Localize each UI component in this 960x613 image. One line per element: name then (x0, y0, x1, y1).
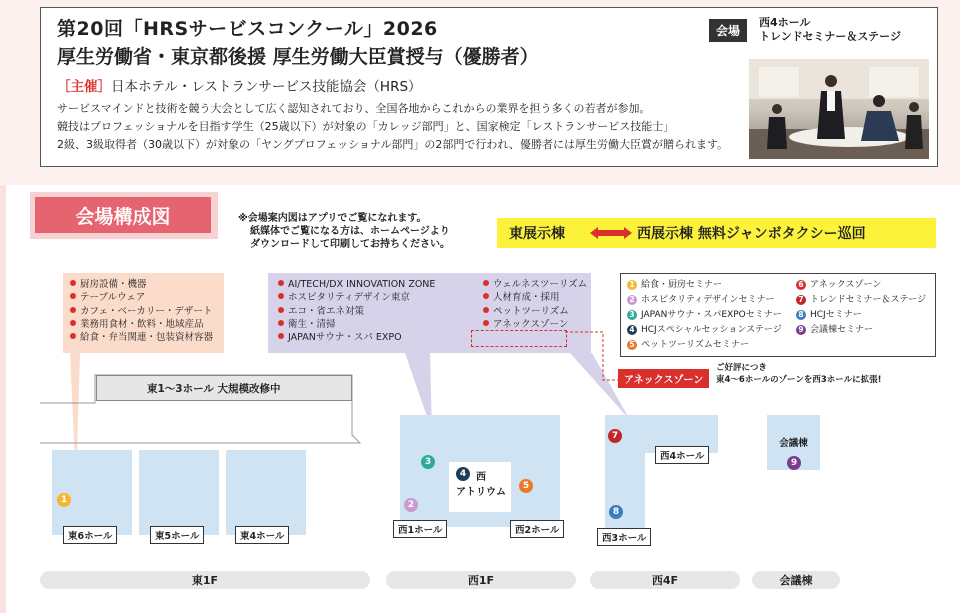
map-title: 会場構成図 (35, 197, 211, 233)
east-6-label: 東6ホール (63, 526, 117, 544)
category-label: ウェルネスツーリズム (493, 279, 588, 290)
venue-text (759, 16, 901, 44)
legend-number-badge: 8 (796, 310, 806, 320)
legend-label: アネックスゾーン (810, 280, 882, 290)
legend-number-badge: 7 (796, 295, 806, 305)
marker-7[interactable]: 7 (608, 429, 622, 443)
legend-number-badge: 5 (627, 340, 637, 350)
note-line: ダウンロードして印刷してお持ちください。 (250, 239, 450, 250)
legend-number-badge: 6 (796, 280, 806, 290)
legend-label: HCJスペシャルセッションステージ (641, 325, 782, 335)
desc-line: 2級、3級取得者（30歳以下）が対象の「ヤングプロフェッショナル部門」の2部門で行われ、優勝者には厚生労働大臣賞が贈られます。 (57, 138, 729, 151)
competition-photo (749, 59, 929, 159)
category-label: 給食・弁当関連・包装資材容器 (80, 332, 214, 344)
marker-3[interactable]: 3 (421, 455, 435, 469)
venue-line: 西4ホール (759, 16, 811, 29)
west-2-label: 西2ホール (510, 520, 564, 538)
category-label: エコ・省エネ対策 (288, 305, 365, 317)
legend-label: HCJセミナー (810, 310, 862, 320)
annex-note-line: ご好評につき (716, 363, 767, 373)
event-subtitle: 厚生労働省・東京都後援 厚生労働大臣賞授与（優勝者） (57, 46, 539, 68)
floor-conference: 会議棟 (752, 571, 840, 589)
atrium-label-2: アトリウム (456, 487, 506, 498)
category-label: JAPANサウナ・スパ EXPO (288, 332, 402, 344)
marker-9[interactable]: 9 (787, 456, 801, 470)
renovation-label: 東1～3ホール 大規模改修中 (147, 383, 281, 395)
east-4-label: 東4ホール (235, 526, 289, 544)
annex-note-line: 東4～6ホールのゾーンを西3ホールに拡張! (716, 375, 882, 385)
floor-east-1f: 東1F (40, 571, 370, 589)
legend-number-badge: 1 (627, 280, 637, 290)
west-4-label: 西4ホール (655, 446, 709, 464)
note-line: ※会場案内図はアプリでご覧になれます。 (238, 213, 427, 224)
category-label: アネックスゾーン (493, 318, 569, 330)
legend-label: トレンドセミナー＆ステージ (810, 295, 927, 305)
event-info-panel (40, 7, 938, 167)
category-label: テーブルウェア (80, 292, 146, 304)
west-3-hall[interactable] (605, 453, 645, 530)
conference-label: 会議棟 (779, 438, 808, 449)
category-label: ペットツーリズム (493, 305, 569, 317)
category-label: 厨房設備・機器 (80, 279, 147, 290)
organizer-name: 日本ホテル・レストランサービス技能協会（HRS） (111, 79, 422, 95)
organizer-label: ［主催］ (57, 79, 111, 95)
shuttle-west-label: 西展示棟 無料ジャンボタクシー巡回 (637, 226, 866, 242)
shuttle-east-label: 東展示棟 (509, 226, 565, 242)
marker-8[interactable]: 8 (609, 505, 623, 519)
west-1-label: 西1ホール (393, 520, 447, 538)
annex-note (716, 362, 881, 386)
venue-line: トレンドセミナー＆ステージ (759, 30, 901, 43)
floor-west-4f: 西4F (590, 571, 740, 589)
legend-number-badge: 9 (796, 325, 806, 335)
marker-2[interactable]: 2 (404, 498, 418, 512)
event-title: 第20回「HRSサービスコンクール」2026 (57, 18, 438, 40)
annex-zone-tag: アネックスゾーン (618, 369, 709, 388)
desc-line: 競技はプロフェッショナルを目指す学生（25歳以下）が対象の「カレッジ部門」と、国家検定「レストランサービス技能士」 (57, 120, 675, 133)
venue-label: 会場 (709, 19, 747, 42)
east-5-hall[interactable] (139, 450, 219, 535)
atrium-label-1: 西 (476, 472, 486, 483)
legend-number-badge: 3 (627, 310, 637, 320)
category-label: 衛生・清掃 (288, 318, 336, 330)
legend-label: JAPANサウナ・スパEXPOセミナー (641, 310, 782, 320)
event-description (57, 100, 728, 154)
venue-map (0, 185, 960, 613)
marker-5[interactable]: 5 (519, 479, 533, 493)
legend-label: ホスピタリティデザインセミナー (641, 295, 775, 305)
floor-west-1f: 西1F (386, 571, 576, 589)
legend-label: ペットツーリズムセミナー (641, 340, 749, 350)
category-label: 人材育成・採用 (493, 292, 560, 304)
legend-number-badge: 2 (627, 295, 637, 305)
legend-label: 会議棟セミナー (810, 325, 874, 335)
marker-4[interactable]: 4 (456, 467, 470, 481)
photo-illustration (749, 59, 929, 159)
category-label: 業務用食材・飲料・地域産品 (80, 318, 204, 330)
note-line: 紙媒体でご覧になる方は、ホームページより (250, 226, 450, 237)
west-3-label: 西3ホール (597, 528, 651, 546)
east-4-hall[interactable] (226, 450, 306, 535)
east-1-3-hall (96, 375, 352, 401)
category-label: ホスピタリティデザイン東京 (288, 292, 410, 304)
marker-1[interactable]: 1 (57, 493, 71, 507)
legend-number-badge: 4 (627, 325, 637, 335)
category-label: AI/TECH/DX INNOVATION ZONE (288, 279, 436, 290)
east-5-label: 東5ホール (150, 526, 204, 544)
organizer (57, 75, 422, 95)
desc-line: サービスマインドと技術を競う大会として広く認知されており、全国各地からこれからの業界を担う多くの若者が参加。 (57, 102, 651, 115)
legend-label: 給食・厨房セミナー (641, 280, 723, 290)
category-label: カフェ・ベーカリー・デザート (80, 305, 213, 317)
